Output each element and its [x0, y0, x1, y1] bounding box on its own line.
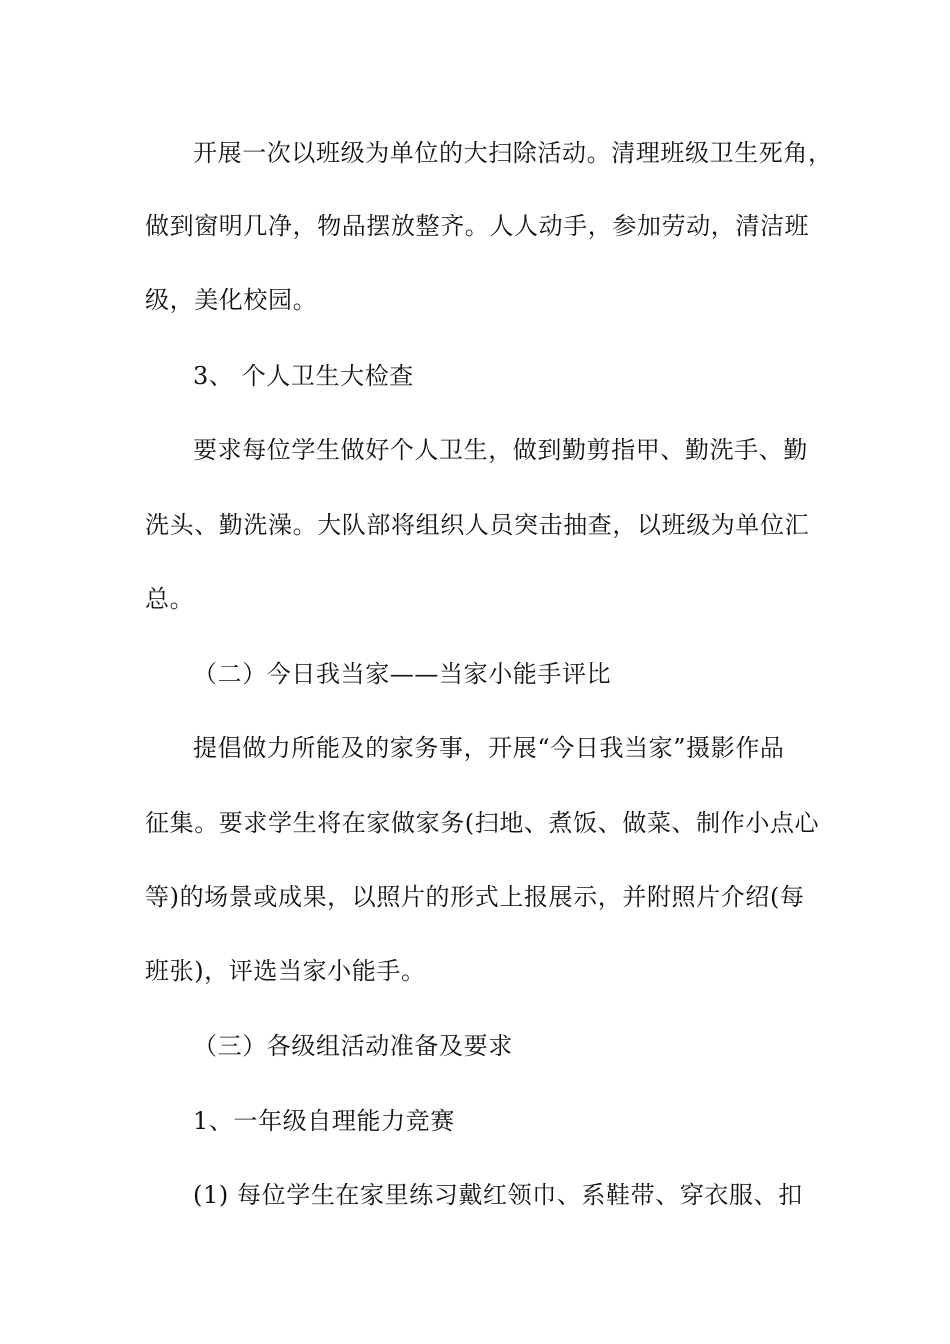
paragraph-line: 做到窗明几净，物品摆放整齐。人人动手，参加劳动，清洁班 [145, 212, 810, 240]
paragraph-line: 提倡做力所能及的家务事，开展“今日我当家”摄影作品 [193, 734, 785, 762]
section-heading: （二）今日我当家——当家小能手评比 [193, 660, 612, 688]
paragraph-line: 班张)，评选当家小能手。 [145, 957, 426, 985]
list-item: (1) 每位学生在家里练习戴红领巾、系鞋带、穿衣服、扣 [193, 1181, 803, 1209]
paragraph-line: 要求每位学生做好个人卫生，做到勤剪指甲、勤洗手、勤 [193, 436, 808, 464]
section-heading: （三）各级组活动准备及要求 [193, 1032, 513, 1060]
paragraph-line: 洗头、勤洗澡。大队部将组织人员突击抽查，以班级为单位汇 [145, 511, 810, 539]
paragraph-line: 等)的场景或成果，以照片的形式上报展示，并附照片介绍(每 [145, 883, 805, 911]
paragraph-line: 征集。要求学生将在家做家务(扫地、煮饭、做菜、制作小点心 [145, 809, 820, 837]
section-heading: 3、 个人卫生大检查 [193, 362, 414, 390]
subsection-heading: 1、一年级自理能力竞赛 [193, 1107, 455, 1135]
paragraph-line: 开展一次以班级为单位的大扫除活动。清理班级卫生死角， [193, 139, 833, 167]
paragraph-line: 级，美化校园。 [145, 286, 318, 314]
paragraph-line: 总。 [145, 585, 195, 613]
